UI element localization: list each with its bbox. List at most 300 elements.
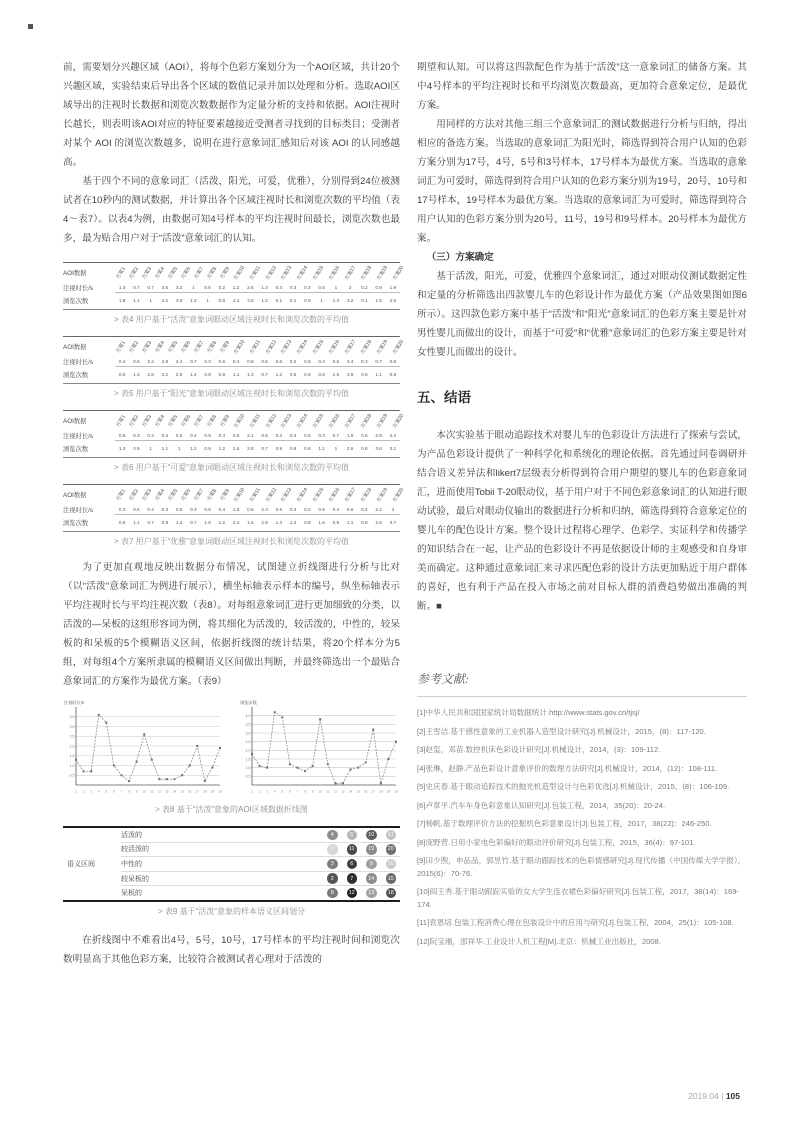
aoi-value-cell: 0.2 — [289, 358, 297, 364]
references-title: 参考文献: — [417, 672, 469, 686]
svg-text:14: 14 — [348, 789, 353, 794]
reference-item: [12]阮宝湘，邵祥华.工业设计人机工程[M].北京：机械工业出版社，2008. — [417, 936, 661, 946]
sample-circle: 20 — [386, 844, 397, 855]
aoi-column-header — [248, 412, 263, 429]
aoi-value-cell: 3 — [391, 506, 395, 512]
aoi-column-header-text: 方案7 — [193, 339, 206, 354]
aoi-value-cell: 0.3 — [204, 358, 211, 364]
aoi-value-cell: 0.5 — [389, 358, 397, 364]
sample-circle: 17 — [386, 830, 397, 841]
aoi-column-header-text: 方案2 — [128, 487, 141, 502]
aoi-value-cells — [115, 283, 400, 293]
semantic-row-label: 较呆板的 — [121, 875, 149, 883]
aoi-column-header-text: 方案12 — [264, 338, 278, 356]
paragraph-scheme-confirm: 基于活泼，阳光，可爱，优雅四个意象词汇，通过对眼动仪测试数据定性和定量的分析筛选出四款婴儿车的色彩设计作为最优方案（产品效果图如图6所示）。这四款色彩方案中基于“活泼”和“阳光”意象词汇的色彩方案主要是针对男性婴儿而做出的设计，而基于“可爱”和“优雅”意象词汇的色彩方案主要是针对女性婴儿而做出的设计。 — [417, 271, 747, 358]
sample-circles — [327, 844, 400, 855]
aoi-value-cell: 1.4 — [289, 520, 297, 525]
semantic-row — [121, 828, 400, 843]
aoi-column-header — [327, 264, 343, 282]
aoi-column-header — [311, 412, 327, 430]
aoi-value-cell: 0.8 — [361, 520, 368, 525]
aoi-value-cell: 2.8 — [147, 372, 154, 377]
aoi-value-cell: 0.9 — [275, 446, 283, 451]
aoi-column-header — [375, 264, 391, 282]
aoi-value-cell: 1.2 — [261, 298, 268, 303]
aoi-column-header — [391, 338, 407, 356]
figure8-line-charts — [63, 699, 400, 800]
aoi-value-cell: 0.5 — [204, 432, 211, 438]
svg-text:1.0: 1.0 — [69, 763, 75, 768]
aoi-column-header — [327, 412, 343, 430]
aoi-column-header — [391, 264, 407, 282]
aoi-column-header-text: 方案8 — [206, 339, 219, 354]
aoi-column-header-text: 方案17 — [343, 486, 358, 504]
aoi-value-cell: 0.8 — [247, 358, 254, 364]
aoi-value-cell: 0.3 — [190, 506, 197, 512]
aoi-column-header-text: 方案3 — [141, 413, 154, 428]
aoi-value-cell: 2.3 — [261, 506, 268, 512]
sample-circle: 2 — [327, 873, 338, 884]
aoi-value-cell: 0.4 — [289, 506, 297, 512]
aoi-value-cell: 0.4 — [161, 432, 169, 438]
aoi-value-cell: 1 — [334, 284, 338, 290]
aoi-column-header-text: 方案17 — [343, 412, 358, 430]
aoi-value-cell: 2.8 — [247, 446, 254, 451]
aoi-value-cell: 0.8 — [304, 446, 311, 451]
aoi-value-cell: 0.5 — [261, 432, 268, 438]
svg-text:6: 6 — [113, 789, 115, 794]
aoi-value-cell: 1.1 — [133, 520, 140, 525]
aoi-table — [63, 262, 405, 310]
aoi-column-header-text: 方案6 — [180, 339, 193, 354]
aoi-value-cell: 2.5 — [389, 298, 397, 303]
aoi-value-cell: 0.7 — [147, 520, 154, 525]
sample-circle: 7 — [347, 873, 358, 884]
aoi-value-cell: 0.4 — [147, 506, 154, 512]
aoi-column-header-text: 方案12 — [264, 264, 278, 282]
svg-text:7: 7 — [120, 789, 123, 794]
aoi-column-header-text: 方案5 — [167, 265, 180, 280]
aoi-table-caption: > 表5 用户基于“阳光”意象词眼动区域注视时长和浏览次数的平均值 — [114, 389, 349, 398]
sample-circles — [327, 859, 400, 870]
aoi-value-cell: 1.9 — [346, 432, 354, 438]
semantic-row — [121, 857, 400, 872]
aoi-column-header — [391, 412, 407, 430]
aoi-value-cell: 0.6 — [218, 358, 226, 364]
aoi-row-label: 浏览次数 — [63, 298, 89, 305]
aoi-column-header-text: 方案19 — [375, 486, 389, 504]
aoi-value-cell: 1.1 — [133, 298, 140, 303]
semantic-row — [121, 843, 400, 858]
aoi-value-cell: 0.9 — [218, 372, 226, 377]
aoi-table-caption: > 表7 用户基于“优雅”意象词眼动区域注视时长和浏览次数的平均值 — [114, 537, 349, 546]
svg-text:10: 10 — [142, 789, 146, 794]
table9-caption: > 表9 基于“活泼”意象的样本语义区间划分 — [158, 906, 305, 916]
aoi-column-header-text: 方案6 — [180, 265, 193, 280]
aoi-table-caption: > 表4 用户基于“活泼”意象词眼动区域注视时长和浏览次数的平均值 — [114, 315, 349, 324]
aoi-value-cell: 0.6 — [361, 432, 368, 438]
aoi-column-header — [295, 264, 311, 282]
svg-text:2.5: 2.5 — [245, 739, 251, 744]
aoi-column-header-text: 方案20 — [391, 486, 405, 504]
aoi-column-header-text: 方案9 — [219, 413, 232, 428]
aoi-value-cell: 1.3 — [261, 284, 268, 290]
aoi-column-header-text: 方案20 — [391, 412, 405, 430]
aoi-value-cell: 2 — [348, 284, 352, 290]
aoi-value-cell: 0.8 — [204, 372, 211, 377]
aoi-column-header-text: 方案19 — [375, 412, 389, 430]
aoi-value-cell: 3.1 — [389, 446, 397, 451]
reference-item: [3]赵玺，邓苗.数控机床色彩设计研究[J].机械设计，2014，(3)：109-112. — [417, 745, 661, 754]
aoi-value-cell: 0.6 — [204, 506, 211, 512]
aoi-column-header-text: 方案4 — [154, 265, 167, 280]
aoi-column-header-text: 方案2 — [128, 265, 141, 280]
aoi-value-cell: 0.5 — [175, 506, 183, 512]
aoi-column-header — [264, 264, 280, 282]
svg-text:3: 3 — [90, 789, 92, 794]
line-chart-svg — [239, 699, 400, 795]
aoi-column-header-text: 方案2 — [128, 339, 141, 354]
aoi-value-cell: 1.6 — [204, 520, 211, 525]
aoi-value-row — [63, 503, 400, 516]
svg-text:5: 5 — [105, 789, 108, 794]
svg-text:11: 11 — [150, 789, 154, 794]
aoi-value-cell: 1.1 — [346, 520, 354, 525]
aoi-column-header — [264, 412, 280, 430]
line-chart-svg — [63, 699, 224, 795]
aoi-value-cell: 0.3 — [147, 432, 154, 438]
aoi-value-cell: 0.4 — [289, 432, 297, 438]
aoi-table — [63, 410, 405, 458]
aoi-value-cell: 1.4 — [190, 372, 197, 377]
aoi-value-row — [63, 368, 400, 381]
aoi-value-cell: 0.9 — [304, 372, 311, 377]
aoi-value-cell: 0.7 — [332, 432, 340, 438]
aoi-value-cell: 0.3 — [332, 506, 340, 512]
aoi-column-header — [248, 338, 263, 355]
reference-item: [2]王雪洁.基于感性意象的工业机器人造型设计研究[J].机械设计，2015，(8)：117-120. — [417, 726, 706, 736]
aoi-column-header-text: 方案16 — [327, 412, 342, 430]
svg-text:1.0: 1.0 — [245, 765, 251, 770]
aoi-value-cell: 2.6 — [247, 284, 254, 290]
aoi-value-cell: 0.3 — [133, 432, 140, 438]
svg-text:1.5: 1.5 — [245, 757, 251, 762]
aoi-value-cell: 0.9 — [375, 284, 382, 290]
aoi-value-cell: 1.1 — [161, 446, 169, 451]
aoi-column-header-text: 方案20 — [391, 338, 405, 356]
sample-circle: 3 — [327, 859, 338, 870]
aoi-column-header — [391, 486, 407, 504]
aoi-column-header-text: 方案9 — [219, 339, 232, 354]
aoi-column-header-text: 方案1 — [115, 339, 128, 354]
svg-text:8: 8 — [128, 789, 130, 794]
aoi-value-cell: 3.2 — [346, 298, 354, 303]
aoi-value-cell: 2.6 — [375, 520, 382, 525]
aoi-column-header-text: 方案17 — [343, 264, 358, 282]
aoi-header-cells — [115, 486, 406, 503]
aoi-value-cell: 0.5 — [261, 358, 268, 364]
aoi-value-cell: 1.8 — [232, 506, 240, 512]
aoi-value-cell: 0.8 — [304, 520, 311, 525]
aoi-value-cell: 0.3 — [304, 284, 311, 290]
aoi-value-cell: 0.6 — [275, 358, 283, 364]
aoi-value-cell: 1.1 — [232, 298, 240, 303]
aoi-value-cell: 2.9 — [175, 372, 183, 377]
references-divider — [417, 696, 747, 697]
aoi-column-header-text: 方案10 — [233, 264, 247, 282]
svg-text:12: 12 — [157, 789, 162, 794]
aoi-value-row — [63, 294, 400, 307]
sample-circle: 18 — [386, 888, 397, 899]
aoi-value-cell: 3.6 — [375, 446, 382, 451]
semantic-rows — [121, 828, 400, 900]
aoi-column-header-text: 方案13 — [280, 412, 294, 430]
aoi-value-cell: 2.4 — [389, 432, 397, 438]
reference-item: [9]田少煦，申品品，郭昱竹.基于眼动跟踪技术的色彩情感研究[J].现代传播（中国传媒大学学报），2015(6)：70-76. — [417, 856, 746, 878]
sample-circle: 13 — [366, 888, 377, 899]
aoi-column-header-text: 方案3 — [141, 265, 154, 280]
aoi-value-cell: 0.9 — [389, 372, 397, 377]
aoi-value-cell: 0.6 — [361, 372, 368, 377]
aoi-value-cell: 2.4 — [175, 358, 183, 364]
svg-text:2.0: 2.0 — [69, 744, 75, 749]
aoi-column-header-text: 方案14 — [296, 412, 310, 430]
svg-text:12: 12 — [333, 789, 338, 794]
aoi-column-header-text: 方案10 — [233, 486, 247, 504]
aoi-value-cell: 0.7 — [133, 284, 140, 290]
aoi-value-cell: 0.8 — [218, 298, 226, 303]
paragraph-other-words: 用同样的方法对其他三组三个意象词汇的测试数据进行分析与归纳，得出相应的备选方案。当选取的意象词汇为阳光时，筛选得到符合用户认知的色彩方案分别为17号，4号，5号和3号样本，17号样本为最优方案。当选取的意象词汇为可爱时，筛选得到符合用户认知的色彩方案分别为19号，20号，10号和17号样本，19号样本为最优方案。当选取的意象词汇为可爱时，筛选得到符合用户认知的色彩方案分别为20号，11号，19号和9号样本。20号样本为最优方案。 — [417, 119, 747, 244]
aoi-column-header-text: 方案6 — [180, 413, 193, 428]
aoi-value-cell: 0.1 — [275, 298, 283, 303]
page-number: 105 — [725, 1091, 740, 1101]
aoi-value-cell: 4.2 — [161, 298, 169, 303]
aoi-column-header — [264, 338, 280, 356]
aoi-column-header — [279, 486, 295, 504]
aoi-column-header-text: 方案5 — [167, 487, 180, 502]
aoi-value-cell: 0.8 — [361, 446, 368, 451]
paragraph-line-chart-method: 为了更加直观地反映出数据分布情况，试图建立折线图进行分析与比对（以“活泼”意象词汇为例进行展示），横坐标轴表示样本的编号，纵坐标轴表示平均注视时长与平均注视次数（表8）。对每组意象词汇进行更加细致的分类，以活泼的—呆板的这组形容词为例，将其细化为活泼的，较活泼的，中性的，较呆板的和呆板的5个模糊语义区间，依据折线图的统计结果，将20个样本分为5组，对每组4个方案所隶属的模糊语义区间做出判断，并最终筛选出一个最贴合意象词汇的方案作为最优方案。（表9） — [63, 562, 400, 687]
aoi-value-cell: 2.4 — [232, 520, 240, 525]
aoi-value-cell: 1.2 — [218, 520, 226, 525]
aoi-column-header-text: 方案14 — [296, 264, 310, 282]
paragraph-aoi-intro: 前，需要划分兴趣区域（AOI），将每个色彩方案划分为一个AOI区域，共计20个兴趣区域，实验结束后导出各个区域的数值记录并加以处理和分析。选取AOI区域导出的注视时长数据和浏览次数数据作为定量分析的支持和依据。AOI注视时长越长，则表明该AOI对应的特征要素越接近受测者寻找到的目标类目；受测者对某个 AOI 的浏览次数越多，说明在进行意象词汇感知后对该 AOI 的认同感越高。 — [63, 62, 400, 168]
reference-item: [1]中华人民共和国国家统计局数据统计.http://www.stats.gov.cn/tjsj/ — [417, 708, 640, 717]
aoi-column-header-text: 方案15 — [311, 412, 326, 430]
aoi-value-cell: 0.4 — [218, 506, 226, 512]
aoi-column-header-text: 方案16 — [327, 264, 342, 282]
aoi-value-cell: 3.9 — [346, 372, 354, 377]
aoi-table — [63, 336, 405, 384]
reference-item: [5]史庆春.基于眼动追踪技术的抛光机造型设计与色彩优选[J].机械设计，2015，(8)：106-109. — [417, 782, 730, 791]
aoi-value-cell: 0.3 — [218, 432, 226, 438]
svg-text:8: 8 — [304, 789, 306, 794]
paragraph-conclusion: 本次实验基于眼动追踪技术对婴儿车的色彩设计方法进行了探索与尝试，为产品色彩设计提供了一种科学化和系统化的理论依据。首先通过问卷调研并结合语义差异法和likert7层级表分析得到符合用户期望的婴儿车的色彩意象词汇，进而使用Tobii T-20眼动仪，基于用户对于不同色彩意象词汇的认知进行眼动试验，最后对眼动仪输出的数据进行分析和归纳，筛选得到符合意象定位的婴儿车的配色设计方案。整个设计过程将心理学、色彩学、实证科学和传播学的知识结合在一起，让产品的色彩设计不再是依据设计师的主观感受和自身审美而确定。这种通过意象词汇来寻求匹配色彩的设计方法更加贴近于用户群体的喜好，也有利于产品在投入市场之前对目标人群的消费趋势做出准确的判断。■ — [417, 430, 747, 612]
aoi-value-cell: 2.1 — [247, 432, 254, 438]
semantic-row-label: 中性的 — [121, 860, 142, 868]
reference-item: [8]庞野营.日用小家电色彩偏好的眼动评价研究[J].包装工程，2015，36(4)：97-101. — [417, 837, 696, 847]
aoi-value-cell: 0.9 — [133, 446, 140, 451]
aoi-column-header — [311, 264, 327, 282]
aoi-value-cell: 0.9 — [289, 446, 297, 451]
aoi-value-cell: 3.9 — [175, 298, 183, 303]
aoi-value-cells — [115, 370, 400, 379]
aoi-value-cells — [115, 444, 400, 453]
aoi-data-tables — [63, 262, 405, 547]
svg-text:3.5: 3.5 — [69, 715, 75, 720]
svg-text:16: 16 — [364, 789, 368, 794]
svg-text:9: 9 — [135, 789, 138, 794]
reference-item: [10]阎王秀.基于眼动跟踪实验的女大学生连衣裙色彩偏好研究[J].包装工程，2017，38(14)：169-174. — [417, 887, 739, 909]
aoi-value-cell: 1.1 — [232, 372, 240, 377]
line-chart — [239, 699, 400, 800]
aoi-column-header — [327, 338, 343, 356]
aoi-value-cell: 2.6 — [346, 446, 354, 451]
aoi-value-cell: 0.5 — [133, 506, 140, 512]
aoi-column-header-text: 方案11 — [248, 264, 263, 281]
svg-text:7: 7 — [296, 789, 299, 794]
aoi-value-cell: 0.1 — [289, 298, 297, 303]
svg-text:10: 10 — [318, 789, 322, 794]
aoi-column-header — [295, 486, 311, 504]
aoi-value-cell: 1.5 — [375, 298, 382, 303]
aoi-value-cell: 0.3 — [275, 284, 283, 290]
aoi-value-cell: 3.2 — [161, 372, 169, 377]
svg-text:2: 2 — [82, 789, 85, 794]
aoi-value-cell: 1.8 — [118, 298, 126, 303]
aoi-column-header — [232, 338, 248, 356]
aoi-value-cell: 1 — [192, 284, 195, 290]
svg-text:13: 13 — [165, 789, 169, 794]
aoi-value-cell: 1.4 — [175, 520, 183, 525]
aoi-table-header-row — [63, 264, 405, 282]
aoi-value-cell: 1.2 — [232, 284, 240, 290]
svg-text:2: 2 — [258, 789, 261, 794]
aoi-value-cell: 1.2 — [190, 446, 197, 451]
aoi-value-cell: 0.7 — [190, 520, 197, 525]
svg-text:15: 15 — [180, 789, 184, 794]
aoi-value-cell: 0.7 — [375, 358, 382, 364]
semantic-group-label: 语义区间 — [67, 860, 95, 868]
aoi-column-header-text: 方案1 — [115, 265, 128, 280]
svg-text:9: 9 — [311, 789, 314, 794]
aoi-column-header — [359, 412, 375, 430]
subsection-heading: （三）方案确定 — [426, 252, 494, 263]
aoi-column-header-text: 方案13 — [280, 486, 294, 504]
semantic-row — [121, 886, 400, 900]
aoi-table-header-row — [63, 338, 405, 356]
paragraph-four-words: 基于四个不同的意象词汇（活泼，阳光，可爱，优雅），分别得到24位被测试者在10秒内的测试数据，并计算出各个区域注视时长和浏览次数的平均值（表4～表7）。以表4为例，由数据可知4号样本的平均注视时间最长，浏览次数也最多，最为贴合用户对于“活泼”意象词汇的认知。 — [63, 176, 400, 244]
svg-text:4: 4 — [97, 789, 100, 794]
aoi-value-cells — [115, 505, 400, 515]
aoi-value-cell: 0.4 — [232, 358, 240, 364]
aoi-column-header — [375, 486, 391, 504]
aoi-value-row — [63, 442, 400, 455]
reference-item: [6]卢章平.汽车车身色彩意象认知研究[J].包装工程，2014，35(20)：20-24. — [417, 800, 666, 810]
left-column — [63, 58, 405, 969]
aoi-column-header — [311, 486, 327, 504]
aoi-value-cell: 0.5 — [318, 284, 325, 290]
svg-text:3.0: 3.0 — [245, 731, 251, 736]
svg-text:18: 18 — [379, 789, 383, 794]
aoi-column-header-text: 方案7 — [193, 487, 206, 502]
aoi-value-cell: 1 — [334, 446, 338, 451]
aoi-value-cell: 2.2 — [147, 358, 154, 364]
aoi-column-header — [343, 412, 359, 430]
sample-circle: 9 — [366, 859, 377, 870]
aoi-column-header — [343, 264, 359, 282]
svg-text:4: 4 — [273, 789, 276, 794]
aoi-value-cell: 0.6 — [247, 506, 254, 512]
aoi-column-header — [359, 338, 375, 356]
aoi-corner-label: AOI数据 — [63, 344, 87, 351]
aoi-value-cell: 1.5 — [318, 520, 325, 525]
aoi-column-header-text: 方案12 — [264, 412, 278, 430]
aoi-column-header-text: 方案4 — [154, 339, 167, 354]
aoi-column-header — [219, 339, 232, 354]
sample-circle: 14 — [366, 873, 377, 884]
aoi-value-cell: 3.6 — [161, 284, 169, 290]
aoi-column-header-text: 方案18 — [359, 486, 374, 504]
aoi-column-header — [359, 486, 375, 504]
aoi-row-label: 注视时长/s — [63, 433, 94, 440]
aoi-value-cell: 1.6 — [332, 372, 340, 377]
svg-text:17: 17 — [371, 789, 375, 794]
aoi-header-cells — [115, 338, 406, 355]
svg-text:注视时长/s: 注视时长/s — [64, 700, 85, 705]
aoi-value-cell: 1.9 — [389, 284, 397, 290]
aoi-column-header — [343, 338, 359, 356]
aoi-value-cell: 0.8 — [232, 432, 240, 438]
semantic-interval-table — [63, 826, 400, 902]
aoi-value-cell: 0.3 — [275, 432, 283, 438]
aoi-value-cell: 0.7 — [261, 446, 268, 451]
aoi-value-cells — [115, 518, 400, 527]
aoi-column-header — [232, 486, 248, 504]
aoi-value-cell: 0.9 — [118, 520, 126, 525]
aoi-column-header-text: 方案11 — [248, 412, 263, 429]
aoi-row-label: 浏览次数 — [63, 520, 89, 527]
aoi-value-cell: 0.2 — [361, 284, 368, 290]
aoi-value-cell: 0.6 — [118, 432, 126, 438]
svg-text:16: 16 — [188, 789, 192, 794]
svg-text:1: 1 — [75, 789, 77, 794]
aoi-value-cell: 1.3 — [118, 446, 126, 451]
aoi-column-header — [295, 338, 311, 356]
aoi-column-header-text: 方案18 — [359, 338, 374, 356]
aoi-column-header-text: 方案17 — [343, 338, 358, 356]
svg-text:11: 11 — [326, 789, 330, 794]
aoi-corner-label: AOI数据 — [63, 270, 87, 277]
line-chart — [63, 699, 224, 800]
aoi-value-row — [63, 355, 400, 368]
aoi-column-header — [219, 413, 232, 428]
aoi-value-cell: 0.6 — [304, 432, 311, 438]
aoi-column-header-text: 方案8 — [206, 265, 219, 280]
aoi-value-cell: 2.9 — [261, 520, 268, 525]
aoi-value-cell: 0.6 — [346, 506, 354, 512]
aoi-value-cell: 0.3 — [161, 506, 169, 512]
reference-item: [4]张琳，赵静.产品色彩设计意象评价的数理方法研究[J].机械设计，2014，(12)：108-111. — [417, 763, 718, 773]
aoi-column-header — [264, 486, 280, 504]
svg-text:14: 14 — [172, 789, 177, 794]
aoi-value-cell: 1.2 — [190, 298, 197, 303]
semantic-row-label: 活泼的 — [121, 831, 142, 839]
svg-text:13: 13 — [341, 789, 345, 794]
aoi-column-header — [232, 264, 248, 282]
aoi-column-header-text: 方案10 — [233, 338, 247, 356]
aoi-column-header-text: 方案7 — [193, 413, 206, 428]
